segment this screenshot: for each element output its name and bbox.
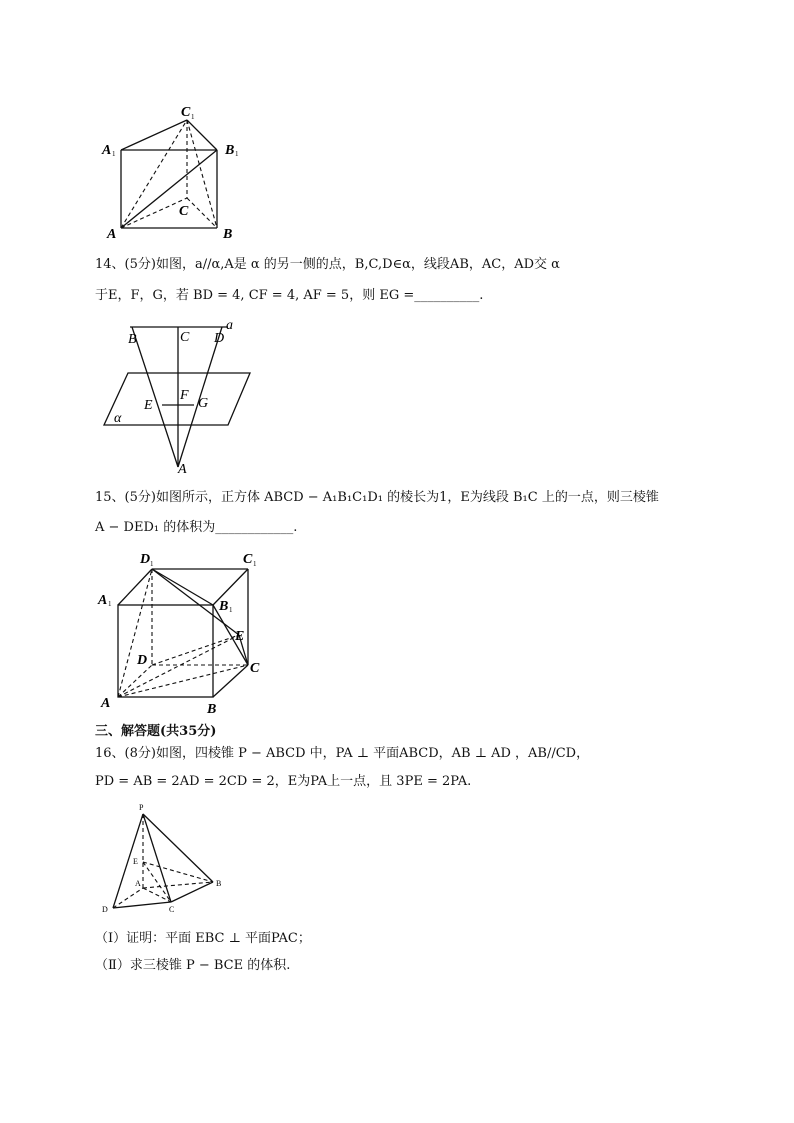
label-A: A — [178, 462, 187, 477]
label-C: C — [179, 204, 189, 219]
label-C: C — [169, 905, 175, 914]
label-B1: B — [219, 599, 229, 614]
label-G: G — [198, 396, 209, 411]
pyramid-figure — [95, 800, 235, 920]
label-A: A — [107, 227, 117, 242]
label-A1: A — [98, 593, 108, 608]
label-C1: C — [181, 105, 191, 120]
q15-answer-blank: ____________. — [215, 520, 298, 535]
label-E: E — [144, 398, 153, 413]
label-C1-sub: 1 — [253, 560, 257, 568]
label-A1-sub: 1 — [112, 150, 116, 158]
label-A: A — [135, 879, 141, 888]
label-P: P — [139, 803, 144, 812]
label-B1-sub: 1 — [235, 150, 239, 158]
label-B: B — [207, 702, 217, 717]
label-E: E — [133, 857, 138, 866]
label-A1-sub: 1 — [108, 600, 112, 608]
label-B: B — [223, 227, 233, 242]
q14-line2-text: 于E，F，G，若 BD = 4, CF = 4, AF = 5，则 EG = — [95, 288, 415, 303]
label-B: B — [216, 879, 222, 888]
q15-line1: 15、(5分)如图所示，正方体 ABCD − A₁B₁C₁D₁ 的棱长为1，E为线段 B₁C 上的一点，则三棱锥 — [95, 490, 659, 505]
label-alpha: α — [114, 411, 122, 426]
q15-line2 — [95, 520, 297, 536]
cube-figure — [95, 547, 275, 717]
label-C: C — [250, 661, 260, 676]
label-B1-sub: 1 — [229, 606, 233, 614]
q16-line2: PD = AB = 2AD = 2CD = 2，E为PA上一点，且 3PE = 2PA. — [95, 774, 472, 789]
q14-line1: 14、(5分)如图，a//α,A是 α 的另一侧的点，B,C,D∈α，线段AB，AC，AD交 α — [95, 257, 560, 272]
q16-part2: （Ⅱ）求三棱锥 P − BCE 的体积. — [95, 958, 291, 973]
q16-line1: 16、(8分)如图，四棱锥 P − ABCD 中，PA ⊥ 平面ABCD，AB ⊥ AD ，AB//CD， — [95, 746, 590, 761]
label-D1: D — [140, 552, 151, 567]
label-A1: A — [102, 143, 112, 158]
section-heading: 三、解答题(共35分) — [95, 724, 217, 739]
label-C: C — [180, 330, 190, 345]
label-F: F — [180, 388, 189, 403]
label-C1: C — [243, 552, 253, 567]
prism-figure — [95, 100, 255, 245]
label-D: D — [214, 331, 225, 346]
q15-line2-text: A − DED₁ 的体积为 — [95, 520, 216, 535]
label-D: D — [137, 653, 148, 668]
label-E: E — [235, 629, 245, 644]
label-A: A — [101, 696, 111, 711]
label-C1-sub: 1 — [191, 113, 195, 121]
label-B1: B — [225, 143, 235, 158]
q16-part1: （Ⅰ）证明：平面 EBC ⊥ 平面PAC； — [95, 931, 311, 946]
label-D1-sub: 1 — [150, 560, 154, 568]
plane-figure — [100, 315, 260, 480]
q14-answer-blank: __________. — [414, 288, 484, 303]
q14-line2 — [95, 288, 483, 304]
label-B: B — [128, 332, 137, 347]
label-a: a — [226, 318, 233, 333]
label-D: D — [102, 905, 108, 914]
